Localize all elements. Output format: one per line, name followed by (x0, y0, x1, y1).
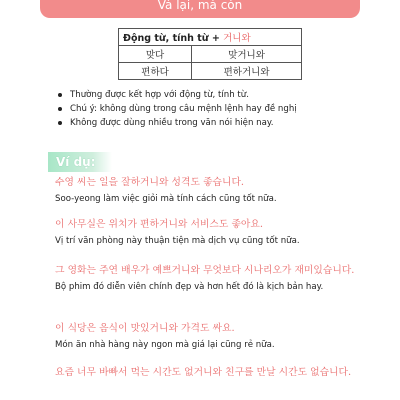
example-korean: 이 식당은 음식이 맛있거니와 가격도 싸요. (55, 323, 235, 334)
example-korean: 이 사무실은 위치가 편하거니와 서비스도 좋아요. (55, 219, 263, 230)
table-cell-base: 맞다 (119, 46, 192, 63)
list-item: Không được dùng nhiều trong văn nói hiện nay. (56, 116, 297, 130)
list-item: Thường được kết hợp với động từ, tính từ. (56, 88, 297, 102)
grammar-table-header-cell (119, 29, 302, 46)
example-korean: 수영 씨는 일을 잘하거니와 성격도 좋습니다. (55, 177, 245, 188)
table-row (119, 63, 302, 80)
example-korean: 그 영화는 주연 배우가 예쁘거니와 무엇보다 시나리오가 재미있습니다. (55, 265, 355, 276)
grammar-table-header (119, 29, 302, 46)
example-translation: Vị trí văn phòng này thuận tiện mà dịch vụ cũng tốt nữa. (55, 236, 300, 246)
example-item (55, 366, 385, 380)
table-cell-conjugated: 맞거니와 (192, 46, 302, 63)
grammar-head-ending: 거니와 (223, 33, 251, 44)
example-item (55, 322, 385, 352)
example-korean: 요즘 너무 바빠서 먹는 시간도 없거니와 친구를 만날 시간도 없습니다. (55, 367, 352, 378)
example-item (55, 176, 385, 206)
usage-notes-list (56, 88, 297, 130)
grammar-head-label: Động từ, tính từ + (123, 33, 220, 44)
list-item: Chú ý: không dùng trong câu mệnh lệnh hay đề nghị (56, 102, 297, 116)
grammar-table (118, 28, 302, 80)
example-translation: Bộ phim đó diễn viên chính đẹp và hơn hết đó là kịch bản hay. (55, 282, 324, 292)
example-translation: Soo-yeong làm việc giỏi mà tính cách cũng tốt nữa. (55, 194, 277, 204)
examples-label: Ví dụ: (48, 152, 112, 172)
example-translation: Món ăn nhà hàng này ngon mà giá lại cũng rẻ nữa. (55, 340, 275, 350)
table-cell-conjugated: 편하거니와 (192, 63, 302, 80)
example-item (55, 264, 385, 294)
example-item (55, 218, 385, 248)
table-row (119, 46, 302, 63)
title-banner (40, 0, 360, 18)
page-title: Và lại, mà còn (157, 0, 243, 12)
table-cell-base: 편하다 (119, 63, 192, 80)
